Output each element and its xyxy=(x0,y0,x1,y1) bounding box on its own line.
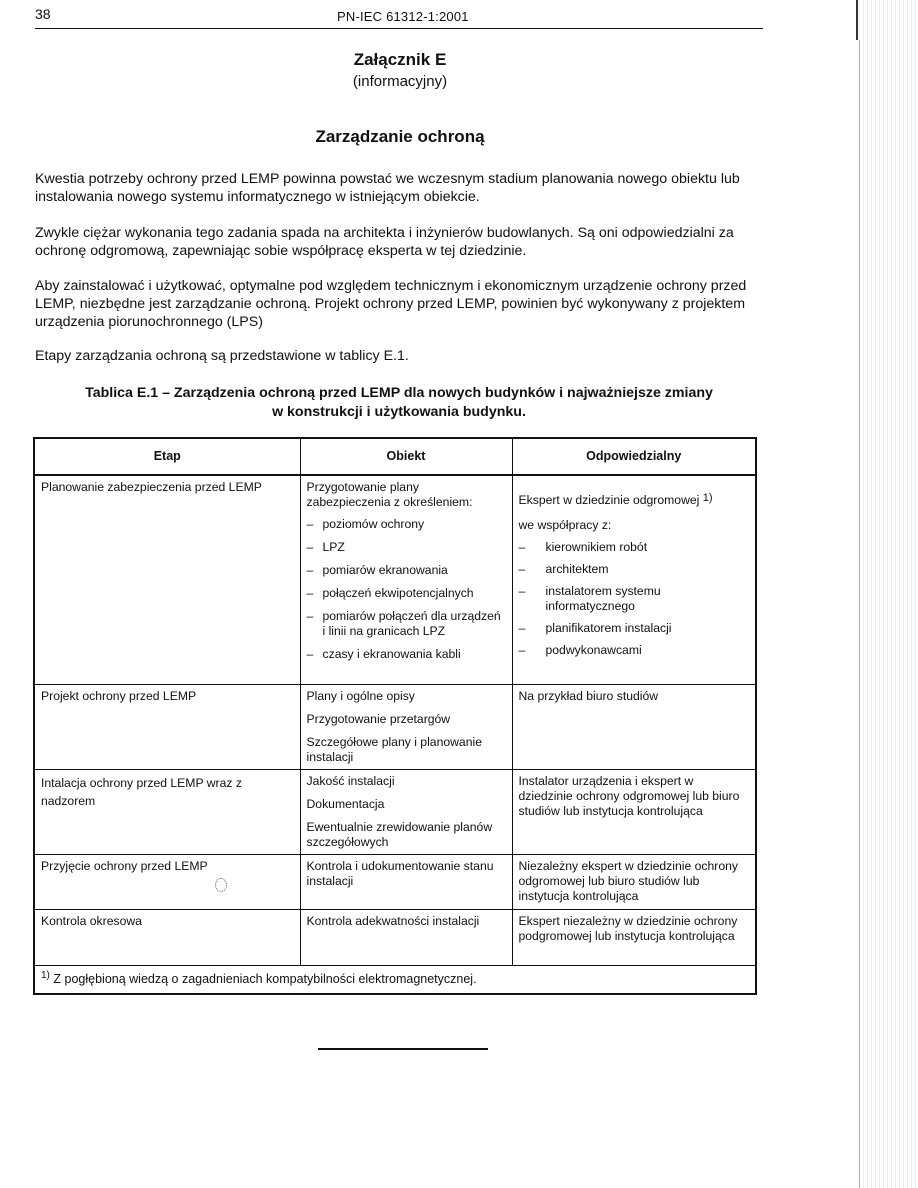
footnote-text: Z pogłębioną wiedzą o zagadnieniach kompatybilności elektromagnetycznej. xyxy=(53,971,477,986)
obiekt-intro: Przygotowanie plany zabezpieczenia z określeniem: xyxy=(306,480,473,509)
list-item: – czasy i ekranowania kabli xyxy=(306,647,461,661)
table-row xyxy=(35,475,755,684)
page-header xyxy=(35,6,763,29)
annex-title: Załącznik E xyxy=(353,50,447,69)
table-caption-line2: w konstrukcji i użytkowania budynku. xyxy=(272,404,526,420)
cell-etap: Intalacja ochrony przed LEMP wraz z nadzorem xyxy=(35,769,300,854)
table-row xyxy=(35,854,755,909)
list-item: – kierownikiem robót xyxy=(518,540,648,554)
list-item: – pomiarów połączeń dla urządzeń i linii na granicach LPZ xyxy=(306,609,501,638)
table-header-row xyxy=(35,439,755,475)
annex-subtitle: (informacyjny) xyxy=(352,73,448,90)
cell-etap: Przyjęcie ochrony przed LEMP xyxy=(35,854,300,909)
scan-edge-mark xyxy=(856,0,858,40)
cell-etap: Projekt ochrony przed LEMP xyxy=(35,684,300,769)
table-caption-line1: Tablica E.1 – Zarządzenia ochroną przed LEMP dla nowych budynków i najważniejsze zmiany xyxy=(85,385,713,401)
cell-odpowiedzialny: Instalator urządzenia i ekspert w dziedzinie ochrony odgromowej lub biuro studiów lub instytucja kontrolująca xyxy=(512,769,755,854)
table-row xyxy=(35,909,755,965)
table-footnote xyxy=(35,965,755,997)
page-number: 38 xyxy=(35,6,51,22)
table-caption xyxy=(35,384,763,422)
cell-odpowiedzialny: Niezależny ekspert w dziedzinie ochrony odgromowej lub biuro studiów lub instytucja kontrolująca xyxy=(512,854,755,909)
cell-obiekt xyxy=(300,475,512,684)
paragraph-4: Etapy zarządzania ochroną są przedstawione w tablicy E.1. xyxy=(35,348,409,364)
header-odpowiedzialny: Odpowiedzialny xyxy=(512,439,755,475)
list-item: – pomiarów ekranowania xyxy=(306,563,448,577)
cell-obiekt: Kontrola adekwatności instalacji xyxy=(300,909,512,965)
list-item: – poziomów ochrony xyxy=(306,517,425,531)
cell-obiekt: Jakość instalacji Dokumentacja Ewentualnie zrewidowanie planów szczegółowych xyxy=(300,769,512,854)
list-item: – instalatorem systemu informatycznego xyxy=(518,584,661,613)
header-etap: Etap xyxy=(35,439,300,475)
paragraph-2: Zwykle ciężar wykonania tego zadania spada na architekta i inżynierów budowlanych. Są oni odpowiedzialni za ochronę odgromową, zapewniając sobie współpracę eksperta w tej dziedzinie. xyxy=(35,225,734,259)
cell-obiekt: Kontrola i udokumentowanie stanu instalacji xyxy=(300,854,512,909)
cell-obiekt: Plany i ogólne opisy Przygotowanie przetargów Szczegółowe plany i planowanie instalacji xyxy=(300,684,512,769)
list-item: – połączeń ekwipotencjalnych xyxy=(306,586,474,600)
cell-odpowiedzialny: Ekspert niezależny w dziedzinie ochrony podgromowej lub instytucja kontrolująca xyxy=(512,909,755,965)
table-row xyxy=(35,769,755,854)
odp-lead: Ekspert w dziedzinie odgromowej 1) xyxy=(518,492,713,507)
footnote-mark: 1) xyxy=(41,969,50,981)
paragraph-1: Kwestia potrzeby ochrony przed LEMP powinna powstać we wczesnym stadium planowania nowego obiektu lub instalowania nowego systemu informatycznego w istniejącym obiekcie. xyxy=(35,171,740,205)
header-obiekt: Obiekt xyxy=(300,439,512,475)
cell-odpowiedzialny xyxy=(512,475,755,684)
list-item: – planifikatorem instalacji xyxy=(518,621,672,635)
scan-edge xyxy=(856,0,918,1188)
scan-edge-line xyxy=(859,40,860,1188)
odp-intro: we współpracy z: xyxy=(518,518,612,532)
table-row xyxy=(35,684,755,769)
bottom-rule xyxy=(318,1048,488,1050)
list-item: – podwykonawcami xyxy=(518,643,642,657)
management-table xyxy=(33,437,757,995)
paragraph-3: Aby zainstalować i użytkować, optymalne pod względem technicznym i ekonomicznym urządzenie ochrony przed LEMP, niezbędne jest zarządzanie ochroną. Projekt ochrony przed LEMP, powinien być wykonywany z projektem urządzenia piorunochronnego (LPS) xyxy=(35,278,747,330)
cell-odpowiedzialny: Na przykład biuro studiów xyxy=(512,684,755,769)
footnote-ref: 1) xyxy=(702,492,713,504)
standard-id: PN-IEC 61312-1:2001 xyxy=(337,9,469,24)
cell-etap: Planowanie zabezpieczenia przed LEMP xyxy=(35,475,300,684)
list-item: – architektem xyxy=(518,562,609,576)
list-item: – LPZ xyxy=(306,540,345,554)
cell-etap: Kontrola okresowa xyxy=(35,909,300,965)
table-footnote-row xyxy=(35,965,755,997)
scan-mark xyxy=(215,878,227,892)
section-title: Zarządzanie ochroną xyxy=(315,127,485,146)
